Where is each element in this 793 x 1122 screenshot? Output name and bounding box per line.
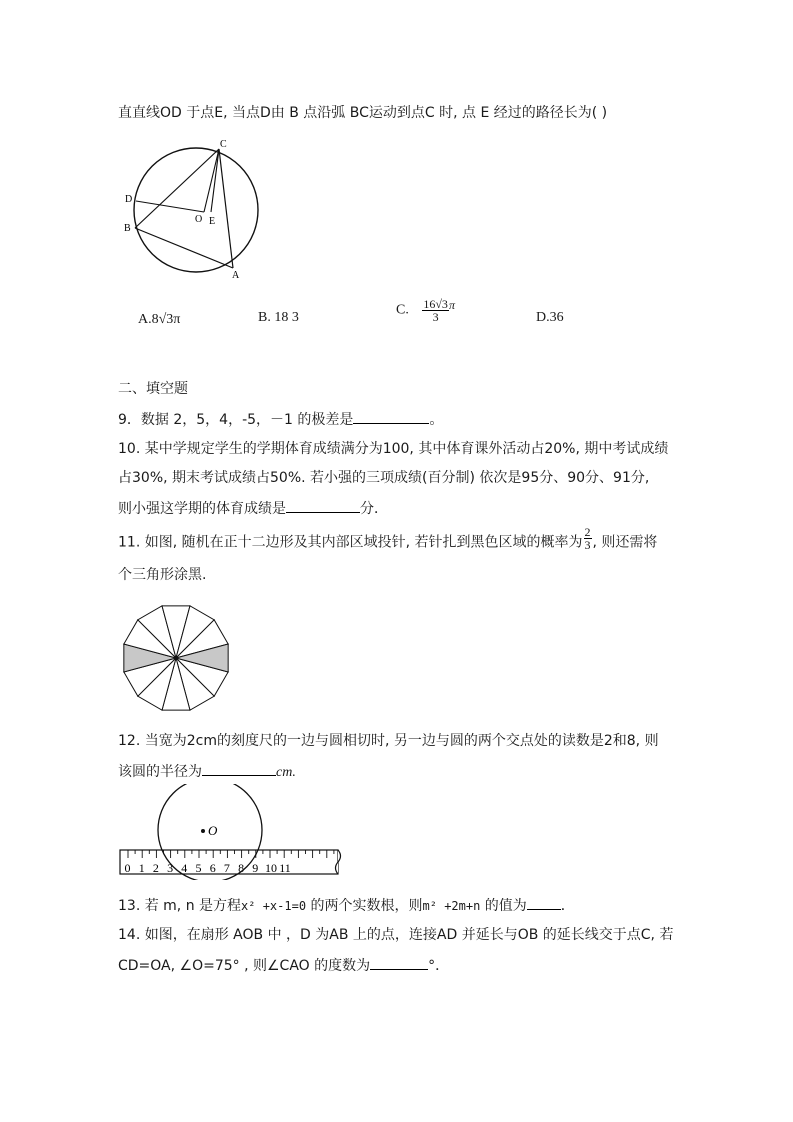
dodecagon-center (174, 656, 178, 660)
q14-blank[interactable] (370, 955, 428, 970)
q8-segment-ba (135, 228, 233, 268)
q9-blank[interactable] (353, 409, 429, 424)
q10-line2: 占30%, 期末考试成绩占50%. 若小强的三项成绩(百分制) 依次是95分、90分、91分, (118, 470, 650, 486)
q8-label-d: D (125, 194, 133, 205)
ruler-tick-label: 9 (252, 861, 259, 875)
section-title: 二、填空题 (118, 381, 188, 397)
q8-option-c: C. $\frac{16√3}{3}$ π (396, 297, 455, 324)
q8-label-a: A (232, 270, 240, 281)
q10-blank[interactable] (286, 498, 360, 513)
q12-line2: 该圆的半径为 cm. (118, 761, 296, 782)
ruler-tick-label: 4 (181, 861, 188, 875)
q14-line1: 14. 如图，在扇形 AOB 中 ，D 为AB 上的点，连接AD 并延长与OB 的延长线交于点C, 若 (118, 927, 674, 943)
ruler-tick-label: 10 (265, 861, 277, 875)
q8-label-b: B (124, 223, 131, 234)
q12-center-dot (201, 829, 205, 833)
q12-line1: 12. 当宽为2cm的刻度尺的一边与圆相切时, 另一边与圆的两个交点处的读数是2和8, 则 (118, 733, 659, 749)
q8-segment-do (136, 201, 204, 212)
ruler-tick-label: 1 (138, 861, 145, 875)
q10-line3: 则小强这学期的体育成绩是 分． (118, 498, 388, 518)
ruler-tick-label: 5 (195, 861, 202, 875)
q12-blank[interactable] (202, 761, 276, 776)
ruler-tick-label: 8 (238, 861, 245, 875)
q13-blank[interactable] (527, 895, 561, 910)
q8-label-e: E (209, 216, 216, 227)
ruler-tick-label: 11 (279, 861, 291, 875)
q11-line1: 11. 如图, 随机在正十二边形及其内部区域投针, 若针扎到黑色区域的概率为 $\frac{2}{3}$ , 则还需将 (118, 525, 658, 552)
ruler-tick-label: 3 (167, 861, 174, 875)
q8-option-d: D.36 (536, 310, 564, 325)
q8-option-a: A.8√3π (138, 312, 181, 327)
q11-line2: 个三角形涂黑. (118, 567, 207, 583)
q9: 9．数据 2，5，4，-5，－1 的极差是 。 (118, 409, 443, 429)
q12-center-label: O (208, 823, 218, 838)
q8-circle-figure (124, 136, 269, 284)
q8-label-c: C (220, 139, 227, 150)
q8-stem: 直直线OD 于点E, 当点D由 B 点沿弧 BC运动到点C 时, 点 E 经过的路径长为( ) (118, 105, 608, 121)
ruler-tick-label: 7 (223, 861, 230, 875)
q8-segment-ce (211, 149, 219, 212)
ruler-tick-label: 2 (152, 861, 159, 875)
q14-line2: CD=OA, ∠O=75° , 则∠CAO 的度数为 °． (118, 955, 449, 975)
q11-dodecagon-figure (120, 603, 232, 715)
q8-segment-co (204, 149, 219, 212)
q8-label-o: O (195, 214, 203, 225)
q12-ruler-figure (114, 784, 350, 880)
q10-line1: 10. 某中学规定学生的学期体育成绩满分为100, 其中体育课外活动占20%, 期中考试成绩 (118, 441, 669, 457)
ruler-tick-label: 0 (124, 861, 131, 875)
q13: 13. 若 m, n 是方程x² +x-1=0 的两个实数根，则m² +2m+n 的值为 ． (118, 895, 575, 915)
ruler-tick-label: 6 (209, 861, 216, 875)
q8-option-b: B. 18 3 (258, 310, 299, 325)
q8-segment-cb (135, 149, 219, 228)
q8-segment-ca (219, 149, 233, 268)
